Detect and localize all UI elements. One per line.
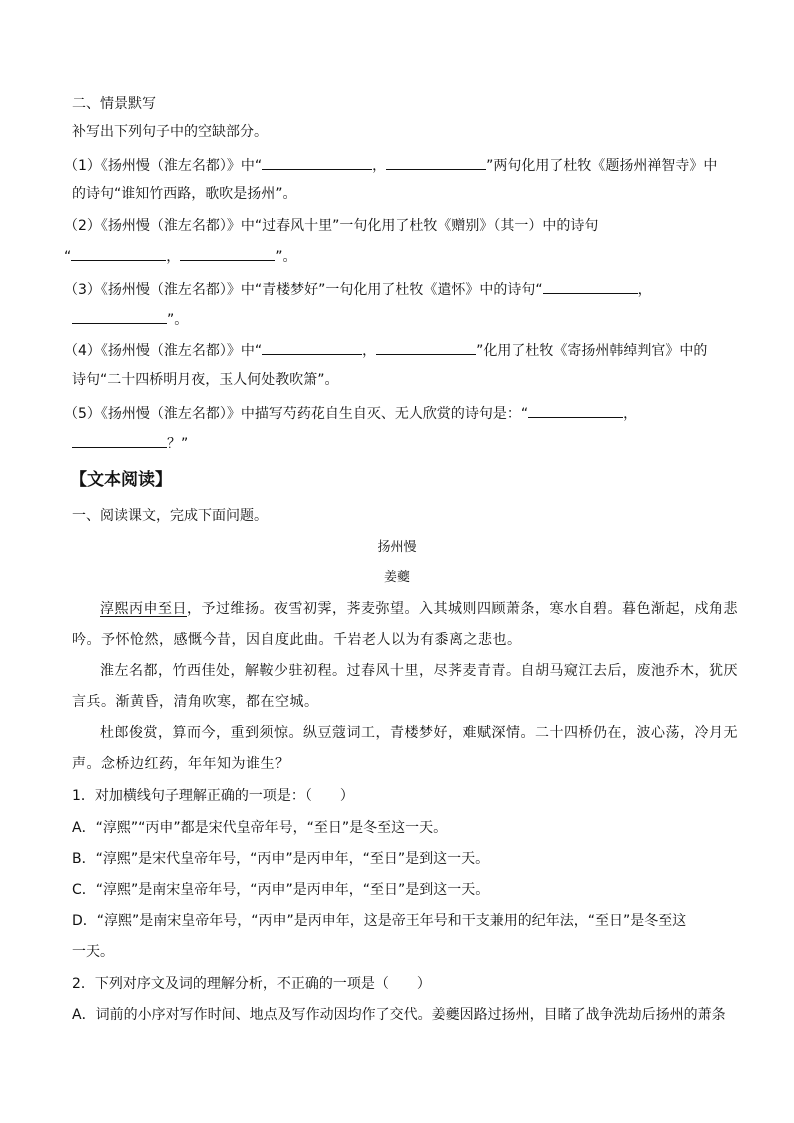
poem-preface-line2: 吟。予怀怆然，感慨今昔，因自度此曲。千岩老人以为有黍离之悲也。 <box>72 632 522 648</box>
poem-preface: 淳熙丙申至日，予过维扬。夜雪初霁，荠麦弥望。入其城则四顾萧条，寒水自碧。暮色渐起，戍角悲 <box>100 601 738 617</box>
poem-title: 扬州慢 <box>377 540 417 555</box>
answer-blank[interactable] <box>386 155 486 170</box>
instruction: 补写出下列句子中的空缺部分。 <box>72 124 268 140</box>
poem-stanza-2-line2: 声。念桥边红药，年年知为谁生？ <box>72 756 290 772</box>
fill-question-3-line2: ”。 <box>72 309 188 330</box>
mcq-1-option-c[interactable]: C．“淳熙”是南宋皇帝年号，“丙申”是丙申年，“至日”是到这一天。 <box>72 882 490 898</box>
mcq-1-option-b[interactable]: B．“淳熙”是宋代皇帝年号，“丙申”是丙申年，“至日”是到这一天。 <box>72 851 490 867</box>
answer-blank[interactable] <box>180 246 275 261</box>
mcq-2-stem: 2．下列对序文及词的理解分析，不正确的一项是（ ） <box>72 976 431 992</box>
mcq-1-option-a[interactable]: A．“淳熙”“丙申”都是宋代皇帝年号，“至日”是冬至这一天。 <box>72 820 448 836</box>
answer-blank[interactable] <box>528 403 623 418</box>
section-title: 二、情景默写 <box>72 96 156 112</box>
mcq-1-option-d[interactable]: D．“淳熙”是南宋皇帝年号，“丙申”是丙申年，这是帝王年号和干支兼用的纪年法，“至日”是冬至这 <box>72 913 687 929</box>
mcq-1-stem: 1．对加横线句子理解正确的一项是：（ ） <box>72 788 354 804</box>
answer-blank[interactable] <box>72 433 167 448</box>
poem-stanza-1: 淮左名都，竹西佳处，解鞍少驻初程。过春风十里，尽荠麦青青。自胡马窥江去后，废池乔木，犹厌 <box>100 663 738 679</box>
underlined-sentence: 淳熙丙申至日 <box>100 601 187 617</box>
fill-question-3: （3）《扬州慢（淮左名都）》中“青楼梦好”一句化用了杜牧《遣怀》中的诗句“ ， <box>64 279 652 300</box>
fill-question-5-line2: ？” <box>72 433 188 454</box>
poem-author: 姜夔 <box>383 570 410 585</box>
answer-blank[interactable] <box>262 340 362 355</box>
answer-blank[interactable] <box>543 279 638 294</box>
mcq-2-option-a[interactable]: A．词前的小序对写作时间、地点及写作动因均作了交代。姜夔因路过扬州，目睹了战争洗劫后扬州的萧条 <box>72 1007 726 1023</box>
fill-question-2: （2）《扬州慢（淮左名都）》中“过春风十里”一句化用了杜牧《赠别》（其一）中的诗句 <box>64 218 599 234</box>
fill-question-2-line2: “ ， ”。 <box>64 246 297 267</box>
answer-blank[interactable] <box>71 246 166 261</box>
mcq-1-option-d-line2: 一天。 <box>72 944 114 960</box>
answer-blank[interactable] <box>262 155 372 170</box>
answer-blank[interactable] <box>72 309 167 324</box>
fill-question-4: （4）《扬州慢（淮左名都）》中“ ， ”化用了杜牧《寄扬州韩绰判官》中的 <box>64 340 707 361</box>
answer-blank[interactable] <box>376 340 476 355</box>
reading-intro: 一、阅读课文，完成下面问题。 <box>72 508 268 524</box>
reading-header: 【文本阅读】 <box>70 470 172 490</box>
fill-question-5: （5）《扬州慢（淮左名都）》中描写芍药花自生自灭、无人欣赏的诗句是：“ ， <box>64 403 637 424</box>
poem-stanza-1-line2: 言兵。渐黄昏，清角吹寒，都在空城。 <box>72 694 319 710</box>
fill-question-4-line2: 诗句“二十四桥明月夜，玉人何处教吹箫”。 <box>72 372 339 388</box>
poem-stanza-2: 杜郎俊赏，算而今，重到须惊。纵豆蔻词工，青楼梦好，难赋深情。二十四桥仍在，波心荡，冷月无 <box>100 725 738 741</box>
fill-question-1: （1）《扬州慢（淮左名都）》中“ ， ”两句化用了杜牧《题扬州禅智寺》中 <box>64 155 717 176</box>
fill-question-1-line2: 的诗句“谁知竹西路，歌吹是扬州”。 <box>72 186 297 202</box>
